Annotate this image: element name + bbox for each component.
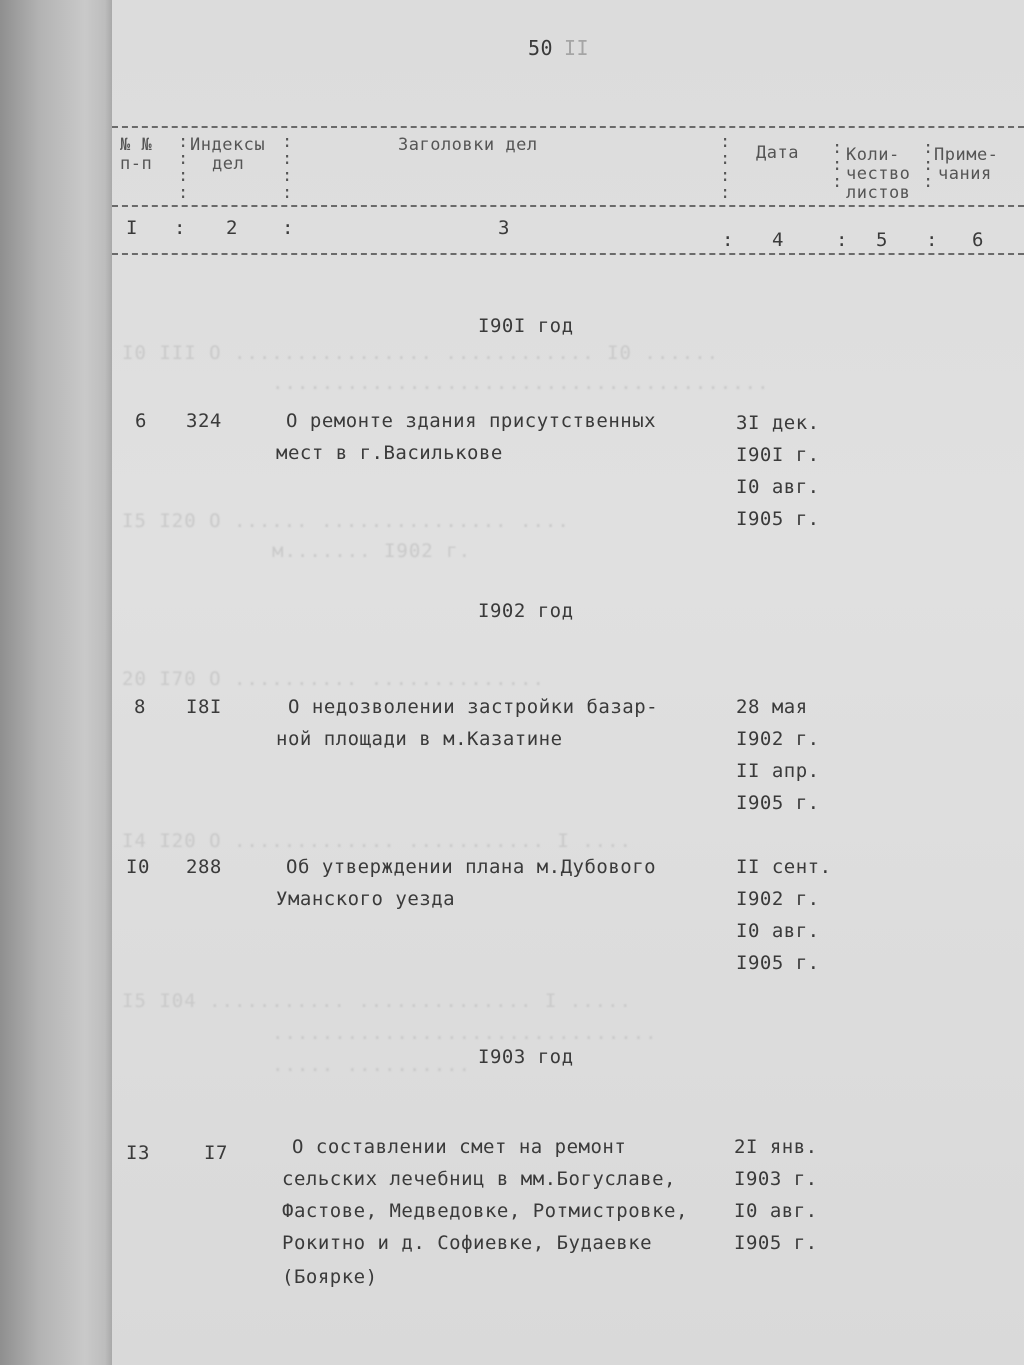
entry-index: I8I bbox=[186, 696, 222, 718]
entry-date-line: I0 авг. bbox=[736, 920, 820, 942]
bleed-through-text: ..... .......... bbox=[272, 1054, 472, 1076]
bleed-through-text: I0 III О ................ ............ I0 ...... bbox=[122, 342, 720, 364]
page-number-overstrike: II bbox=[564, 36, 590, 60]
header-separator: : : : : bbox=[720, 132, 731, 203]
entry-title-line: мест в г.Василькове bbox=[276, 442, 503, 464]
header-col3: Заголовки дел bbox=[398, 135, 538, 155]
entry-number: 6 bbox=[135, 410, 147, 432]
entry-date-line: I905 г. bbox=[736, 792, 820, 814]
header-col5-line2: чество bbox=[846, 164, 911, 184]
header-separator: : : : : bbox=[282, 132, 293, 203]
binding-spine bbox=[0, 0, 112, 1365]
entry-title-line: (Боярке) bbox=[282, 1266, 378, 1288]
page-number: 50 bbox=[528, 36, 554, 60]
col-number-separator: : bbox=[836, 229, 848, 251]
header-col6-line1: Приме- bbox=[934, 145, 999, 165]
year-heading: I903 год bbox=[478, 1046, 574, 1068]
col-number-3: 3 bbox=[498, 217, 510, 239]
col-number-2: 2 bbox=[226, 217, 238, 239]
entry-date-line: I902 г. bbox=[736, 728, 820, 750]
header-col1-line1: № № bbox=[120, 135, 153, 155]
header-col5-line1: Коли- bbox=[846, 145, 900, 165]
header-mid-rule bbox=[112, 205, 1024, 207]
header-col5-line3: листов bbox=[846, 183, 911, 203]
col-number-1: I bbox=[126, 217, 138, 239]
entry-number: I3 bbox=[126, 1142, 150, 1164]
entry-date-line: I90I г. bbox=[736, 444, 820, 466]
header-separator: : : : : bbox=[178, 132, 189, 203]
bleed-through-text: ........................................ bbox=[272, 372, 770, 394]
entry-date-line: I905 г. bbox=[736, 508, 820, 530]
entry-date-line: 28 мая bbox=[736, 696, 808, 718]
entry-date-line: I905 г. bbox=[736, 952, 820, 974]
col-number-separator: : bbox=[282, 217, 294, 239]
entry-title-line: О ремонте здания присутственных bbox=[286, 410, 657, 432]
header-col6-line2: чания bbox=[938, 164, 992, 184]
entry-number: I0 bbox=[126, 856, 150, 878]
bleed-through-text: м....... I902 г. bbox=[272, 540, 472, 562]
header-bottom-rule bbox=[112, 253, 1024, 255]
col-number-separator: : bbox=[174, 217, 186, 239]
col-number-separator: : bbox=[926, 229, 938, 251]
entry-title-line: сельских лечебниц в мм.Богуславе, bbox=[282, 1168, 676, 1190]
bleed-through-text: ............................... bbox=[272, 1022, 658, 1044]
year-heading: I902 год bbox=[478, 600, 574, 622]
entry-date-line: I905 г. bbox=[734, 1232, 818, 1254]
entry-index: 324 bbox=[186, 410, 222, 432]
entry-index: I7 bbox=[204, 1142, 228, 1164]
entry-title-line: Рокитно и д. Софиевке, Будаевке bbox=[282, 1232, 653, 1254]
entry-title-line: О недозволении застройки базар- bbox=[288, 696, 659, 718]
header-col2-line2: дел bbox=[212, 154, 245, 174]
entry-date-line: II сент. bbox=[736, 856, 832, 878]
header-top-rule bbox=[112, 126, 1024, 128]
col-number-4: 4 bbox=[772, 229, 784, 251]
entry-index: 288 bbox=[186, 856, 222, 878]
bleed-through-text: I5 I04 ........... .............. I ..... bbox=[122, 990, 632, 1012]
header-col4: Дата bbox=[756, 143, 799, 163]
entry-title-line: Об утверждении плана м.Дубового bbox=[286, 856, 657, 878]
bleed-through-text: 20 I70 О .......... .............. bbox=[122, 668, 545, 690]
header-col2-line1: Индексы bbox=[190, 135, 266, 155]
entry-title-line: ной площади в м.Казатине bbox=[276, 728, 563, 750]
entry-date-line: I903 г. bbox=[734, 1168, 818, 1190]
entry-date-line: I0 авг. bbox=[734, 1200, 818, 1222]
header-separator: : : : bbox=[923, 138, 934, 192]
header-separator: : : : bbox=[832, 138, 843, 192]
year-heading: I90I год bbox=[478, 315, 574, 337]
entry-title-line: О составлении смет на ремонт bbox=[292, 1136, 627, 1158]
entry-date-line: I0 авг. bbox=[736, 476, 820, 498]
bleed-through-text: I4 I20 О ............. ........... I .... bbox=[122, 830, 632, 852]
header-col1-line2: п-п bbox=[120, 154, 153, 174]
entry-date-line: II апр. bbox=[736, 760, 820, 782]
entry-title-line: Фастове, Медведовке, Ротмистровке, bbox=[282, 1200, 688, 1222]
entry-date-line: I902 г. bbox=[736, 888, 820, 910]
col-number-separator: : bbox=[722, 229, 734, 251]
entry-title-line: Уманского уезда bbox=[276, 888, 456, 910]
col-number-6: 6 bbox=[972, 229, 984, 251]
col-number-5: 5 bbox=[876, 229, 888, 251]
entry-date-line: 2I янв. bbox=[734, 1136, 818, 1158]
entry-number: 8 bbox=[134, 696, 146, 718]
archive-page bbox=[112, 0, 1024, 1365]
entry-date-line: 3I дек. bbox=[736, 412, 820, 434]
bleed-through-text: I5 I20 О ...... ............... .... bbox=[122, 510, 570, 532]
